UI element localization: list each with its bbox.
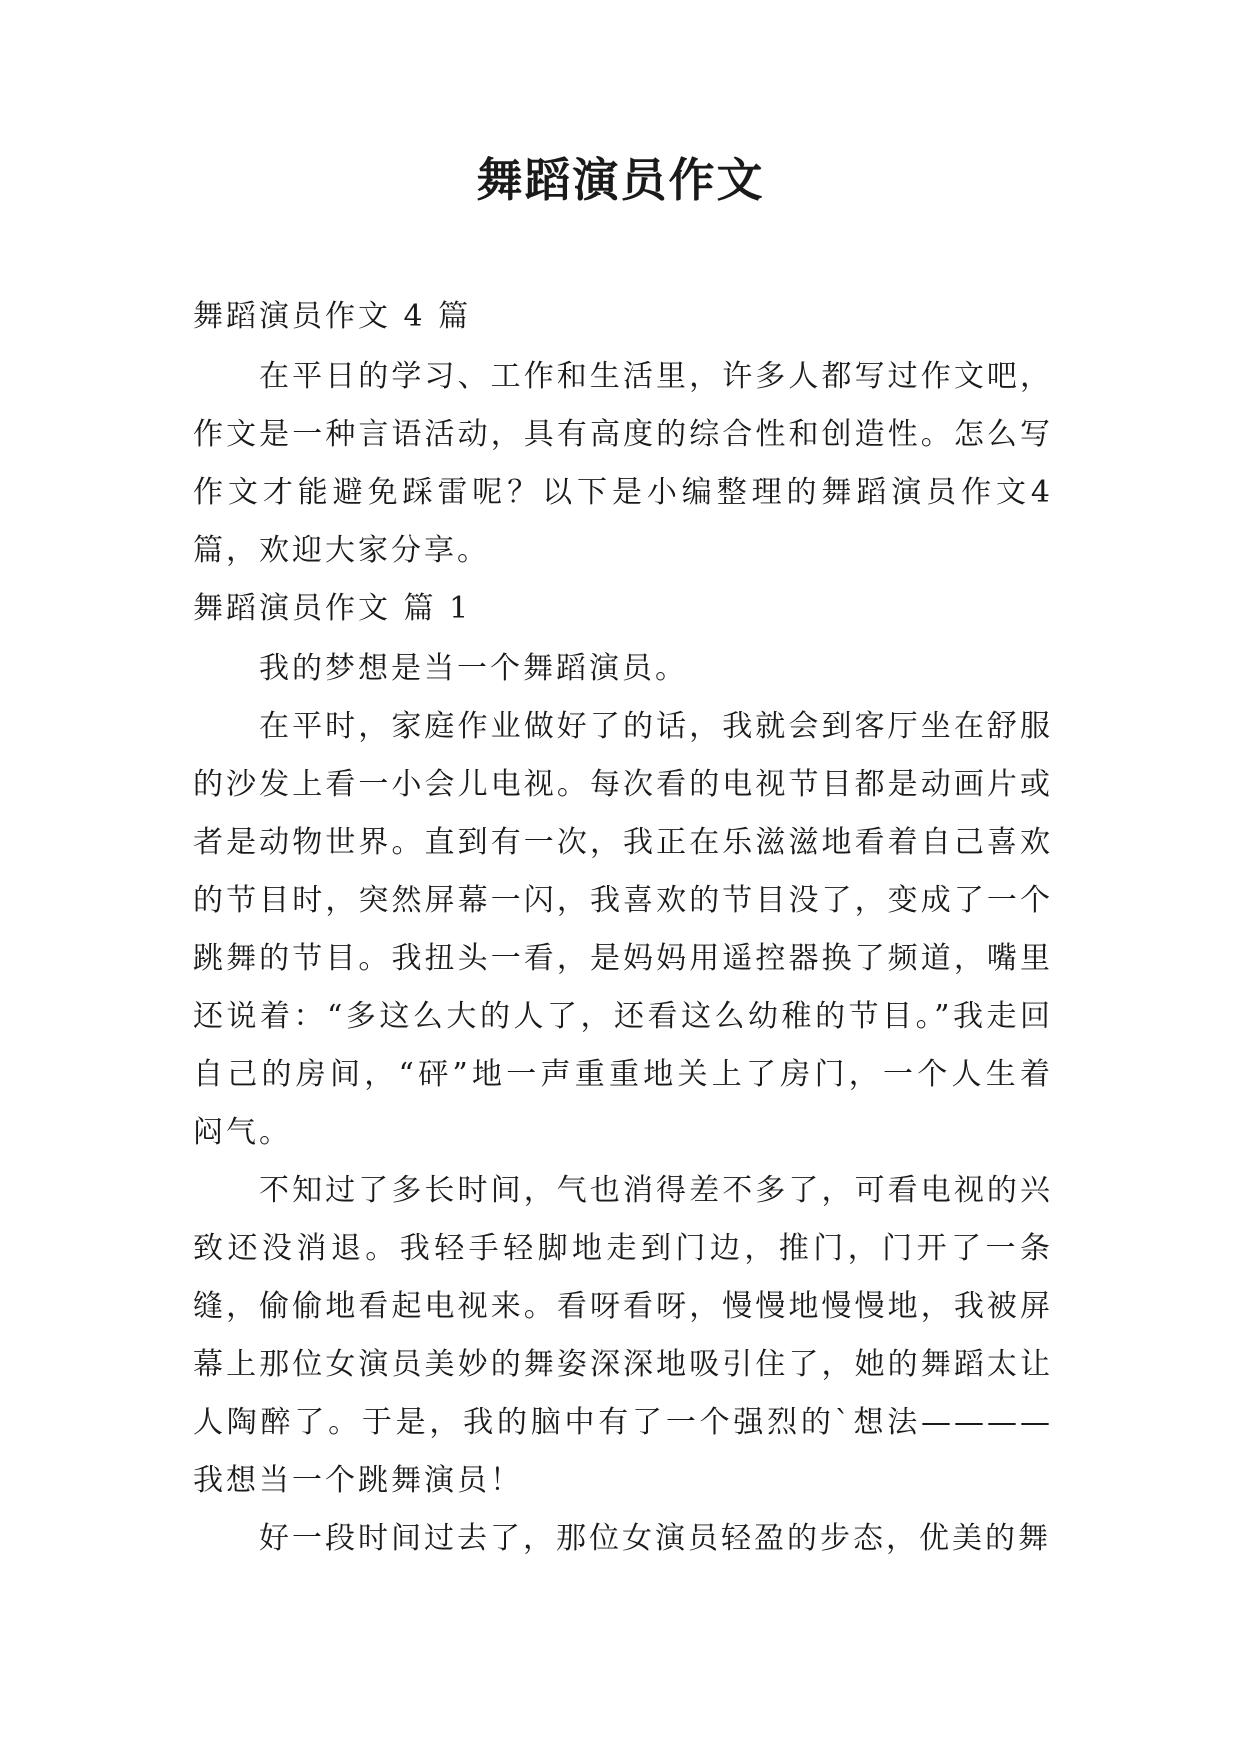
essay-paragraph: 我的梦想是当一个舞蹈演员。 (259, 651, 688, 686)
essay-paragraph: 好一段时间过去了，那位女演员轻盈的步态，优美的舞 (259, 1521, 1051, 1556)
essay-paragraph: 不知过了多长时间，气也消得差不多了，可看电视的兴致还没消退。我轻手轻脚地走到门边，推门，门开了一条缝，偷偷地看起电视来。看呀看呀，慢慢地慢慢地，我被屏幕上那位女演员美妙的舞姿深深地吸引住了，她的舞蹈太让人陶醉了。于是，我的脑中有了一个强烈的`想法————我想当一个跳舞演员！ (193, 1173, 1053, 1498)
document-title: 舞蹈演员作文 (476, 153, 765, 207)
collection-heading: 舞蹈演员作文 4 篇 (193, 299, 472, 334)
document-body (193, 288, 1053, 1568)
essay-paragraph: 在平时，家庭作业做好了的话，我就会到客厅坐在舒服的沙发上看一小会儿电视。每次看的电视节目都是动画片或者是动物世界。直到有一次，我正在乐滋滋地看着自己喜欢的节目时，突然屏幕一闪，我喜欢的节目没了，变成了一个跳舞的节目。我扭头一看，是妈妈用遥控器换了频道，嘴里还说着：“多这么大的人了，还看这么幼稚的节目。”我走回自己的房间，“砰”地一声重重地关上了房门，一个人生着闷气。 (193, 709, 1053, 1150)
essay-heading: 舞蹈演员作文 篇 1 (193, 591, 472, 626)
intro-paragraph: 在平日的学习、工作和生活里，许多人都写过作文吧，作文是一种言语活动，具有高度的综合性和创造性。怎么写作文才能避免踩雷呢？以下是小编整理的舞蹈演员作文4篇，欢迎大家分享。 (193, 359, 1053, 568)
